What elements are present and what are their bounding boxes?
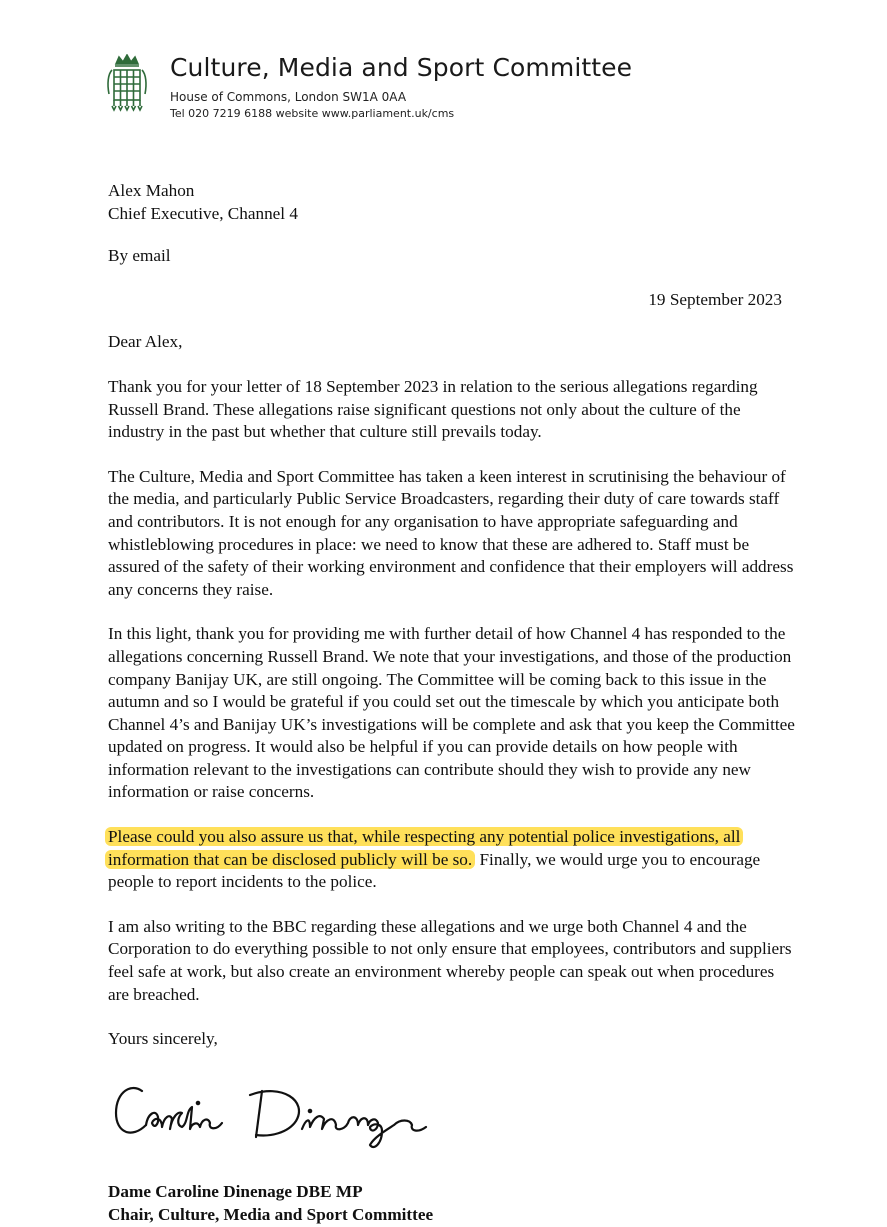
recipient-name: Alex Mahon [108,181,195,200]
closing: Yours sincerely, [108,1029,218,1049]
paragraph-3: In this light, thank you for providing me with further detail of how Channel 4 has responded to the allegations concerning Russell Brand. We note that your investigations, and those of the production company Banijay UK, are still ongoing. The Committee will be coming back to this issue in the autumn and so I would be grateful if you could set out the timescale by which you anticipate both Channel 4’s and Banijay UK’s investigations will be complete and ask that you keep the Committee updated on progress. It would also be helpful if you can provide details on how people with information relevant to the investigations can contribute should they wish to provide any new information or raise concerns. [108,624,795,802]
paragraph-5: I am also writing to the BBC regarding these allegations and we urge both Channel 4 and the Corporation to do everything possible to not only ensure that employees, contributors and suppliers feel safe at work, but also create an environment whereby people can speak out when procedures are breached. [108,916,792,1004]
signatory-name: Dame Caroline Dinenage DBE MP [108,1182,363,1202]
committee-name: Culture, Media and Sport Committee [170,53,633,82]
signatory-role: Chair, Culture, Media and Sport Committee [108,1205,434,1224]
handwritten-signature [112,1073,432,1153]
letter-body [108,180,798,1227]
portcullis-icon [104,54,150,112]
delivery-method: By email [108,246,171,266]
committee-contact: Tel 020 7219 6188 website www.parliament.uk/cms [170,107,455,120]
letter-date: 19 September 2023 [648,289,782,309]
letterhead [104,52,632,122]
paragraph-4-rest: Finally, we would urge you to encourage people to report incidents to the police. [108,849,761,892]
paragraph-2: The Culture, Media and Sport Committee has taken a keen interest in scrutinising the behaviour of the media, and particularly Public Service Broadcasters, regarding their duty of care towards staff and contributors. It is not enough for any organisation to have appropriate safeguarding and whistleblowing procedures in place: we need to know that these are adhered to. Staff must be assured of the safety of their working environment and confidence that their employers will address any concerns they raise. [108,466,794,599]
paragraph-1: Thank you for your letter of 18 September 2023 in relation to the serious allegations regarding Russell Brand. These allegations raise significant questions not only about the culture of the industry in the past but whether that culture still prevails today. [108,376,758,442]
highlighted-text: Please could you also assure us that, while respecting any potential police investigations, all information that can be disclosed publicly will be so. [105,827,743,869]
salutation: Dear Alex, [108,332,183,352]
recipient-title: Chief Executive, Channel 4 [108,203,298,223]
signatory-block [108,1181,798,1226]
recipient-block [108,180,798,225]
paragraph-4 [108,826,798,894]
committee-address: House of Commons, London SW1A 0AA [170,90,407,104]
